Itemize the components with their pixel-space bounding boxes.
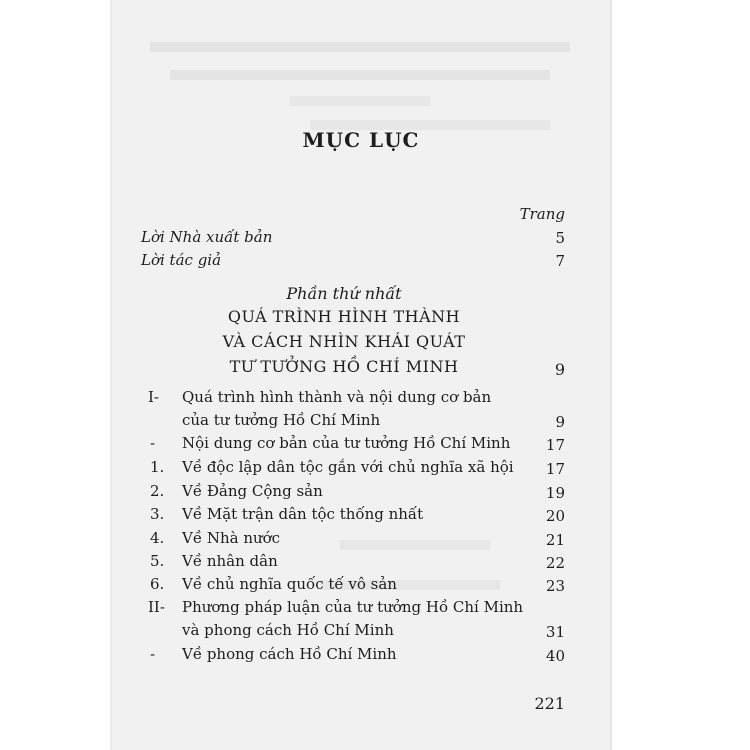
part-title-line: VÀ CÁCH NHÌN KHÁI QUÁT [222, 332, 466, 351]
bleed-through-mark [150, 42, 570, 52]
toc-entry-text: Về nhân dân [182, 552, 278, 570]
page-number: 221 [534, 694, 565, 713]
toc-entry-page: 19 [545, 484, 565, 502]
toc-entry-text: Phương pháp luận của tư tưởng Hồ Chí Minh [182, 598, 524, 616]
toc-entry-text: Về độc lập dân tộc gắn với chủ nghĩa xã hội [182, 458, 514, 476]
part-page: 9 [554, 360, 565, 379]
toc-entry-text: Về Nhà nước [182, 529, 281, 547]
page-column-header: Trang [519, 205, 565, 223]
toc-entry-marker: 2. [150, 482, 165, 500]
toc-entry-page: 40 [545, 647, 565, 665]
toc-entry-marker: 3. [150, 505, 165, 523]
toc-entry-text: Về phong cách Hồ Chí Minh [182, 645, 397, 663]
book-page [110, 0, 612, 750]
toc-entry-marker: I- [148, 388, 159, 406]
toc-entry-page: 22 [545, 554, 565, 572]
page-title: MỤC LỤC [302, 128, 420, 152]
toc-entry-page: 9 [555, 413, 565, 431]
toc-entry-marker: - [150, 645, 156, 663]
toc-front-page: 7 [555, 252, 565, 270]
toc-front-page: 5 [555, 229, 565, 247]
toc-entry-page: 23 [545, 577, 565, 595]
toc-entry-marker: II- [148, 598, 165, 616]
toc-entry-marker: 1. [150, 458, 165, 476]
bleed-through-mark [170, 70, 550, 80]
toc-entry-marker: 5. [150, 552, 165, 570]
part-heading: Phần thứ nhất [286, 284, 402, 303]
toc-front-label: Lời tác giả [141, 251, 222, 269]
toc-entry-text: Về Đảng Cộng sản [182, 482, 323, 500]
toc-entry-text: Quá trình hình thành và nội dung cơ bản [182, 388, 492, 406]
toc-entry-page: 20 [545, 507, 565, 525]
toc-entry-marker: 4. [150, 529, 165, 547]
toc-entry-text: và phong cách Hồ Chí Minh [182, 621, 394, 639]
part-title-line: QUÁ TRÌNH HÌNH THÀNH [227, 307, 461, 326]
bleed-through-mark [340, 540, 490, 550]
part-title-line: TƯ TƯỞNG HỒ CHÍ MINH [229, 357, 459, 376]
toc-entry-text: Về chủ nghĩa quốc tế vô sản [182, 575, 397, 593]
toc-entry-marker: 6. [150, 575, 165, 593]
toc-entry-text: của tư tưởng Hồ Chí Minh [182, 411, 381, 429]
toc-entry-page: 17 [545, 460, 565, 478]
toc-front-label: Lời Nhà xuất bản [141, 228, 273, 246]
toc-entry-text: Nội dung cơ bản của tư tưởng Hồ Chí Minh [182, 434, 511, 452]
toc-entry-page: 17 [545, 436, 565, 454]
bleed-through-mark [290, 96, 430, 106]
toc-entry-text: Về Mặt trận dân tộc thống nhất [182, 505, 424, 523]
toc-entry-page: 31 [545, 623, 565, 641]
toc-entry-page: 21 [545, 531, 565, 549]
toc-entry-marker: - [150, 434, 156, 452]
